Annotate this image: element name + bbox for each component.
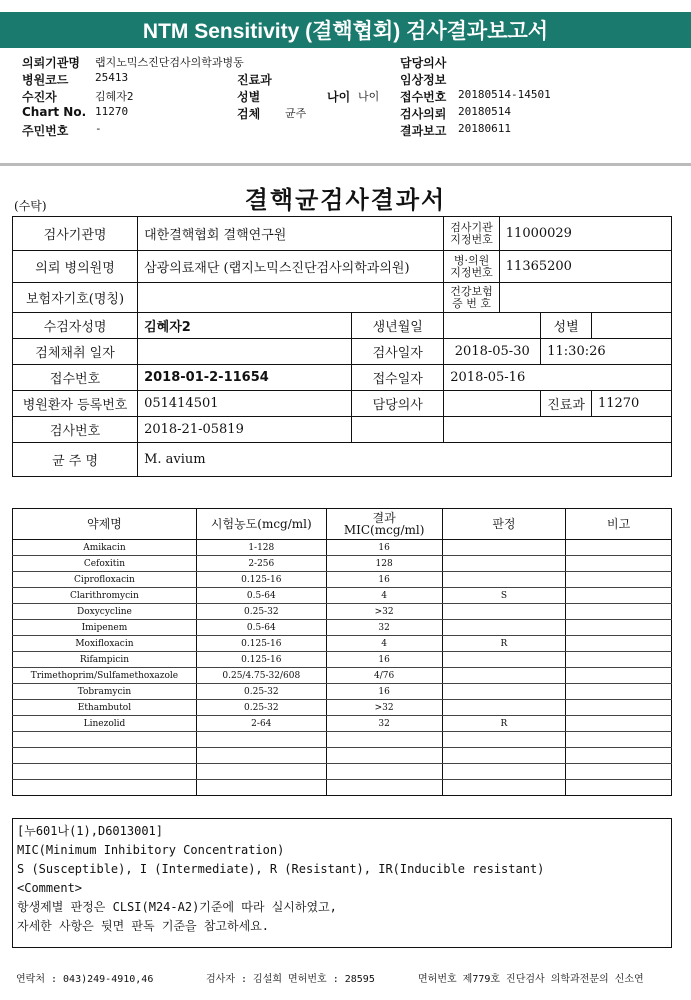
req-hosp-value: 삼광의료재단 (랩지노믹스진단검사의학과의원) [138,251,444,283]
table-row [13,540,672,556]
sutak-label: (수탁) [14,199,47,213]
remark [566,700,672,716]
drug-name: Clarithromycin [13,588,197,604]
susceptibility-table [12,508,672,796]
lab-value: 대한결핵협회 결핵연구원 [138,217,444,251]
patient-value: 김혜자2 [95,90,134,103]
health-value [499,283,671,313]
table-row [13,748,672,764]
empty-cell [352,417,444,443]
table-row [13,700,672,716]
name-value: 김혜자2 [138,313,352,339]
concentration: 0.125-16 [196,652,326,668]
document-title: 결핵균검사결과서 [244,185,447,214]
concentration [196,748,326,764]
receipt-label-cell: 접수번호 [13,365,138,391]
remark [566,748,672,764]
table-row [13,636,672,652]
collect-value [138,339,352,365]
hospital-code-value: 25413 [95,71,129,84]
concentration [196,780,326,796]
birth-value [444,313,541,339]
comment-line: [누601나(1),D6013001] [17,824,164,838]
report-banner [0,12,691,48]
insurer-value [138,283,444,313]
banner-title: NTM Sensitivity (결핵협회) 검사결과보고서 [142,20,549,43]
table-row [13,716,672,732]
comment-line: 항생제별 판정은 CLSI(M24-A2)기준에 따라 실시하였고, [17,900,337,914]
lab-label: 검사기관명 [13,217,138,251]
resident-value: - [95,122,102,135]
concentration [196,764,326,780]
sex-label: 성별 [237,90,261,104]
remark [566,604,672,620]
interpretation [442,764,566,780]
lab-no-value: 11000029 [499,217,671,251]
drug-name: Ethambutol [13,700,197,716]
patient-label: 수진자 [22,90,57,104]
table-row [13,620,672,636]
drug-name: Imipenem [13,620,197,636]
remark [566,716,672,732]
age-label: 나이 [327,90,351,104]
table-row [13,652,672,668]
table-row [13,668,672,684]
interpretation: S [442,588,566,604]
interpretation [442,732,566,748]
doctor-value [444,391,541,417]
concentration: 2-64 [196,716,326,732]
health-label: 건강보험 증 번 호 [444,283,500,313]
remark [566,620,672,636]
col-mic: 결과 MIC(mcg/ml) [326,509,442,540]
concentration: 0.25-32 [196,700,326,716]
comment-line: <Comment> [17,881,83,895]
receipt-date-value: 2018-05-16 [444,365,672,391]
mic-value: 16 [326,540,442,556]
remark [566,684,672,700]
age-value: 나이 [358,90,380,103]
remark [566,764,672,780]
name-label: 수검자성명 [13,313,138,339]
comment-line: S (Susceptible), I (Intermediate), R (Resistant), IR(Inducible resistant) [17,862,545,876]
mic-value [326,748,442,764]
interpretation [442,620,566,636]
institution-value: 랩지노믹스진단검사의학과병동 [95,56,244,69]
remark [566,732,672,748]
mic-value: 16 [326,652,442,668]
mic-value: 16 [326,684,442,700]
hospital-code-label: 병원코드 [22,73,69,87]
comment-line: 자세한 사항은 뒷면 판독 기준을 참고하세요. [17,919,270,933]
concentration: 2-256 [196,556,326,572]
col-interpretation: 판정 [442,509,566,540]
mic-value: >32 [326,700,442,716]
remark [566,572,672,588]
report-label: 결과보고 [400,124,447,138]
collect-label: 검체채취 일자 [13,339,138,365]
remark [566,556,672,572]
footer-contact: 연락처 : 043)249-4910,46 [16,974,154,985]
drug-name: Linezolid [13,716,197,732]
drug-name [13,748,197,764]
mic-value: 4 [326,588,442,604]
interpretation [442,556,566,572]
col-remark: 비고 [566,509,672,540]
doctor-label-cell: 담당의사 [352,391,444,417]
test-date-label: 검사일자 [352,339,444,365]
empty-cell [444,417,672,443]
dept-label-cell: 진료과 [541,391,592,417]
concentration: 0.125-16 [196,572,326,588]
request-value: 20180514 [458,105,511,118]
remark [566,780,672,796]
mic-value: 4 [326,636,442,652]
table-row [13,604,672,620]
table-row [13,572,672,588]
drug-name [13,764,197,780]
mic-value: 4/76 [326,668,442,684]
table-row [13,780,672,796]
mic-value: 16 [326,572,442,588]
table-row [13,764,672,780]
interpretation [442,780,566,796]
report-value: 20180611 [458,122,511,135]
dept-value: 11270 [591,391,671,417]
drug-name: Doxycycline [13,604,197,620]
mic-value: 32 [326,716,442,732]
patient-info-table [12,216,672,477]
interpretation [442,700,566,716]
remark [566,540,672,556]
test-date-value: 2018-05-30 [444,339,541,365]
specimen-value: 균주 [285,107,307,120]
concentration: 0.25-32 [196,684,326,700]
sex-value [591,313,671,339]
col-concentration: 시험농도(mcg/ml) [196,509,326,540]
drug-name: Trimethoprim/Sulfamethoxazole [13,668,197,684]
mic-value: 32 [326,620,442,636]
mic-value: 128 [326,556,442,572]
table-row [13,684,672,700]
interpretation [442,684,566,700]
mic-value: >32 [326,604,442,620]
receipt-label: 접수번호 [400,90,447,104]
specimen-label: 검체 [237,107,261,121]
comment-line: MIC(Minimum Inhibitory Concentration) [17,843,285,857]
mic-value [326,732,442,748]
interpretation [442,652,566,668]
concentration: 1-128 [196,540,326,556]
reg-value: 051414501 [138,391,352,417]
test-no-label: 검사번호 [13,417,138,443]
interpretation [442,572,566,588]
drug-name: Rifampicin [13,652,197,668]
report-header [22,54,682,139]
concentration: 0.5-64 [196,588,326,604]
drug-name: Amikacin [13,540,197,556]
sex-label-cell: 성별 [541,313,592,339]
footer-examiner: 검사자 : 김설희 면허번호 : 28595 [206,974,375,985]
chart-value: 11270 [95,105,129,118]
clinical-label: 임상정보 [400,73,447,87]
lab-no-label: 검사기관 지정번호 [444,217,500,251]
drug-name: Cefoxitin [13,556,197,572]
request-label: 검사의뢰 [400,107,447,121]
comment-box [12,818,672,948]
doctor-label: 담당의사 [400,56,447,70]
insurer-label: 보험자기호(명칭) [13,283,138,313]
birth-label: 생년월일 [352,313,444,339]
drug-name: Moxifloxacin [13,636,197,652]
interpretation [442,668,566,684]
receipt-value: 20180514-14501 [458,88,551,101]
concentration: 0.5-64 [196,620,326,636]
interpretation [442,748,566,764]
concentration [196,732,326,748]
remark [566,652,672,668]
mic-value [326,764,442,780]
interpretation: R [442,716,566,732]
receipt-date-label: 접수일자 [352,365,444,391]
concentration: 0.125-16 [196,636,326,652]
strain-label: 균 주 명 [13,443,138,477]
concentration: 0.25/4.75-32/608 [196,668,326,684]
reg-label: 병원환자 등록번호 [13,391,138,417]
test-no-value: 2018-21-05819 [138,417,352,443]
drug-name [13,732,197,748]
table-row [13,556,672,572]
drug-name: Tobramycin [13,684,197,700]
table-row [13,588,672,604]
remark [566,588,672,604]
req-hosp-label: 의뢰 병의원명 [13,251,138,283]
drug-name: Ciprofloxacin [13,572,197,588]
hosp-no-label: 병·의원 지정번호 [444,251,500,283]
strain-value: M. avium [138,443,672,477]
institution-label: 의뢰기관명 [22,56,80,70]
chart-label: Chart No. [22,105,87,119]
hosp-no-value: 11365200 [499,251,671,283]
resident-label: 주민번호 [22,124,69,138]
col-drug: 약제명 [13,509,197,540]
remark [566,668,672,684]
interpretation: R [442,636,566,652]
concentration: 0.25-32 [196,604,326,620]
drug-name [13,780,197,796]
test-time-value: 11:30:26 [541,339,672,365]
table-row [13,732,672,748]
interpretation [442,540,566,556]
footer-license: 면허번호 제779호 진단검사 의학과전문의 신소연 [418,974,644,985]
remark [566,636,672,652]
interpretation [442,604,566,620]
receipt-value-cell: 2018-01-2-11654 [138,365,352,391]
dept-label: 진료과 [237,73,272,87]
mic-value [326,780,442,796]
